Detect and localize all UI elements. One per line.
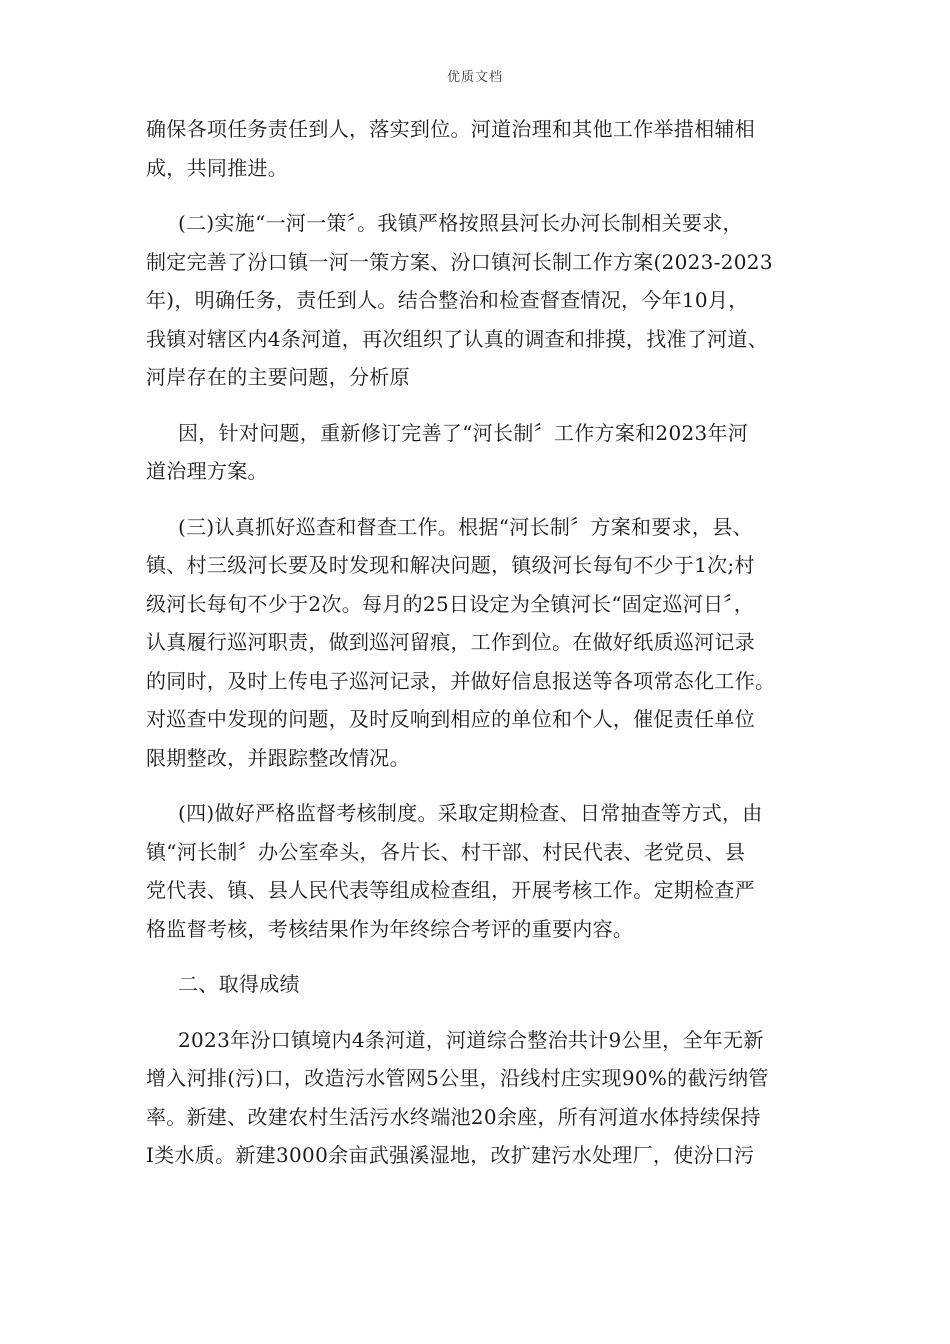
text-line: 格监督考核，考核结果作为年终综合考评的重要内容。 xyxy=(146,916,634,941)
text-line: 2023年汾口镇境内4条河道，河道综合整治共计9公里，全年无新 xyxy=(178,1027,764,1052)
text-line: 限期整改，并跟踪整改情况。 xyxy=(146,745,410,770)
text-line: 认真履行巡河职责，做到巡河留痕，工作到位。在做好纸质巡河记录 xyxy=(146,630,755,654)
paragraph xyxy=(146,110,806,187)
paragraph xyxy=(146,1021,806,1175)
text-line: (四)做好严格监督考核制度。采取定期检查、日常抽查等方式，由 xyxy=(178,801,763,825)
paragraph xyxy=(146,204,806,397)
paragraph xyxy=(146,414,806,491)
document-body xyxy=(146,110,806,1192)
text-line: 我镇对辖区内4条河道，再次组织了认真的调查和排摸，找准了河道、 xyxy=(146,326,769,351)
text-line: (三)认真抓好巡查和督查工作。根据“河长制〞方案和要求，县、 xyxy=(178,514,753,539)
text-line: 党代表、镇、县人民代表等组成检查组，开展考核工作。定期检查严 xyxy=(146,878,755,902)
text-line: 增入河排(污)口，改造污水管网5公里，沿线村庄实现90%的截污纳管 xyxy=(146,1066,769,1090)
text-line: 成，共同推进。 xyxy=(146,155,289,180)
text-line: 制定完善了汾口镇一河一策方案、汾口镇河长制工作方案(2023-2023 xyxy=(146,249,773,274)
text-line: 率。新建、改建农村生活污水终端池20余座，所有河道水体持续保持 xyxy=(146,1104,761,1129)
text-line: 年)，明确任务，责任到人。结合整治和检查督查情况，今年10月， xyxy=(146,288,749,312)
text-line: 的同时，及时上传电子巡河记录，并做好信息报送等各项常态化工作。 xyxy=(146,668,776,693)
text-line: 道治理方案。 xyxy=(146,459,268,483)
text-line: 对巡查中发现的问题，及时反响到相应的单位和个人，催促责任单位 xyxy=(146,707,755,731)
text-line: 二、取得成绩 xyxy=(178,972,300,996)
text-line: 确保各项任务责任到人，落实到位。河道治理和其他工作举措相辅相 xyxy=(146,117,755,141)
text-line: (二)实施“一河一策〞。我镇严格按照县河长办河长制相关要求， xyxy=(178,211,743,235)
paragraph xyxy=(146,508,806,778)
text-line: 河岸存在的主要问题，分析原 xyxy=(146,365,410,389)
paragraph xyxy=(146,794,806,948)
page-header: 优质文档 xyxy=(446,70,503,85)
text-line: Ⅰ类水质。新建3000余亩武强溪湿地，改扩建污水处理厂，使汾口污 xyxy=(146,1143,755,1167)
text-line: 镇“河长制〞办公室牵头，各片长、村干部、村民代表、老党员、县 xyxy=(146,839,746,864)
text-line: 镇、村三级河长要及时发现和解决问题，镇级河长每旬不少于1次;村 xyxy=(146,553,755,577)
text-line: 因，针对问题，重新修订完善了“河长制〞工作方案和2023年河 xyxy=(178,420,749,445)
text-line: 级河长每旬不少于2次。每月的25日设定为全镇河长“固定巡河日〞， xyxy=(146,591,754,616)
section-heading xyxy=(146,965,806,1004)
